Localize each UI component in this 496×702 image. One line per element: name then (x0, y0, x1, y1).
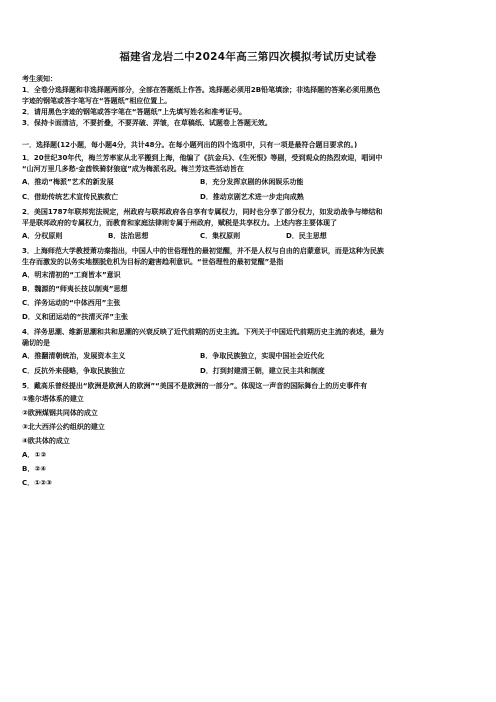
option-d: D．民主思想 (286, 232, 327, 240)
notice-item: 3．保持卡面清洁，不要折叠，不要弄破、弄皱，在草稿纸、试题卷上答题无效。 (22, 119, 272, 127)
option-d: D．打到封建清王朝，建立民主共和制度 (200, 367, 325, 375)
event-item: ②欧洲煤钢共同体的成立 (22, 409, 98, 417)
notice-item: 2．请用黑色字迹的钢笔或答字笔在“答题纸”上先填写姓名和准考证号。 (22, 108, 247, 116)
option-a: A．分权原则 (22, 232, 63, 240)
options-list (22, 270, 474, 323)
option-c: C．洋务运动的“中体西用”主张 (22, 299, 121, 307)
question-stem: “山河万里几多愁·金酋铁骑豺狼寇”成为梅派名段。梅兰芳这些活动旨在 (22, 165, 244, 173)
notice-block (22, 74, 474, 129)
options-grid (22, 177, 474, 203)
question-5 (22, 381, 474, 489)
option-c: C．①②③ (22, 479, 52, 487)
options-list (22, 450, 474, 489)
notice-item: 1．全卷分选择题和非选择题两部分，全部在答题纸上作答。选择题必须用2B铅笔填涂；非选择题的答案必须用黑色 (22, 86, 381, 94)
option-c: C．借助传统艺术宣传民族救亡 (22, 193, 119, 201)
event-item: ③北大西洋公约组织的建立 (22, 423, 105, 431)
notice-heading: 考生须知： (22, 75, 57, 83)
question-stem: 2．美国1787年联邦宪法规定，州政府与联邦政府各自享有专属权力，同时也分享了部分权力，如发动战争与缔结和 (22, 208, 383, 216)
question-stem: 生存而激发的以务实地摆脱危机为目标的避害趋利意识。“世俗理性的最初觉醒”是指 (22, 258, 284, 266)
event-list (22, 394, 474, 447)
option-d: D．义和团运动的“扶清灭洋”主张 (22, 313, 129, 321)
options-grid (22, 231, 474, 242)
option-a: A．推动“梅派”艺术的新发展 (22, 178, 114, 186)
option-a: A．推翻清朝统治，发展资本主义 (22, 352, 126, 360)
option-a: A．①② (22, 451, 47, 459)
question-1 (22, 153, 474, 203)
question-2 (22, 207, 474, 242)
option-b: B．魏源的“师夷长技以制夷”思想 (22, 285, 128, 293)
question-stem: 5．戴高乐曾经提出“欧洲是欧洲人的欧洲”“美国不是欧洲的一部分”。体现这一声音的国际舞台上的历史事件有 (22, 382, 368, 390)
option-a: A．明末清初的“工商皆本”意识 (22, 271, 121, 279)
section-heading: 一．选择题(12小题，每小题4分，共计48分。在每小题列出的四个选项中，只有一项是最符合题目要求的。) (22, 141, 358, 149)
option-b: B．争取民族独立，实现中国社会近代化 (200, 352, 325, 360)
option-c: C．集权原则 (200, 232, 241, 240)
page-title: 福建省龙岩二中2024年高三第四次模拟考试历史试卷 (119, 51, 377, 63)
option-d: D．推动京剧艺术进一步走向成熟 (200, 193, 304, 201)
question-stem: 1．20世纪30年代，梅兰芳率家从北平搬到上海，他编了《抗金兵》、《生死恨》等剧，受到观众的热烈欢迎，唱词中 (22, 154, 383, 162)
option-b: B．②④ (22, 465, 47, 473)
notice-item: 字迹的钢笔或答字笔写在“答题纸”相应位置上。 (22, 97, 172, 105)
question-stem: 平是联邦政府的专属权力，而教育和家庭法律则专属于州政府，赋税是共享权力。上述内容主要体现了 (22, 219, 337, 227)
options-grid (22, 351, 474, 377)
question-4 (22, 327, 474, 377)
option-c: C．反抗外来侵略，争取民族独立 (22, 367, 126, 375)
question-3 (22, 246, 474, 323)
option-b: B．充分发挥京剧的休闲娱乐功能 (200, 178, 304, 186)
question-stem: 确切的是 (22, 339, 50, 347)
question-stem: 4．洋务思潮、维新思潮和共和思潮的兴衰反映了近代前期的历史主流。下列关于中国近代前期历史主流的表述，最为 (22, 328, 384, 336)
event-item: ①雅尔塔体系的建立 (22, 395, 84, 403)
event-item: ④欧共体的成立 (22, 437, 70, 445)
option-b: B．法治思想 (108, 232, 149, 240)
question-stem: 3．上海师范大学教授萧功秦指出，中国人中的世俗理性的最初觉醒，并不是人权与自由的启蒙意识，而是这种为民族 (22, 247, 384, 255)
